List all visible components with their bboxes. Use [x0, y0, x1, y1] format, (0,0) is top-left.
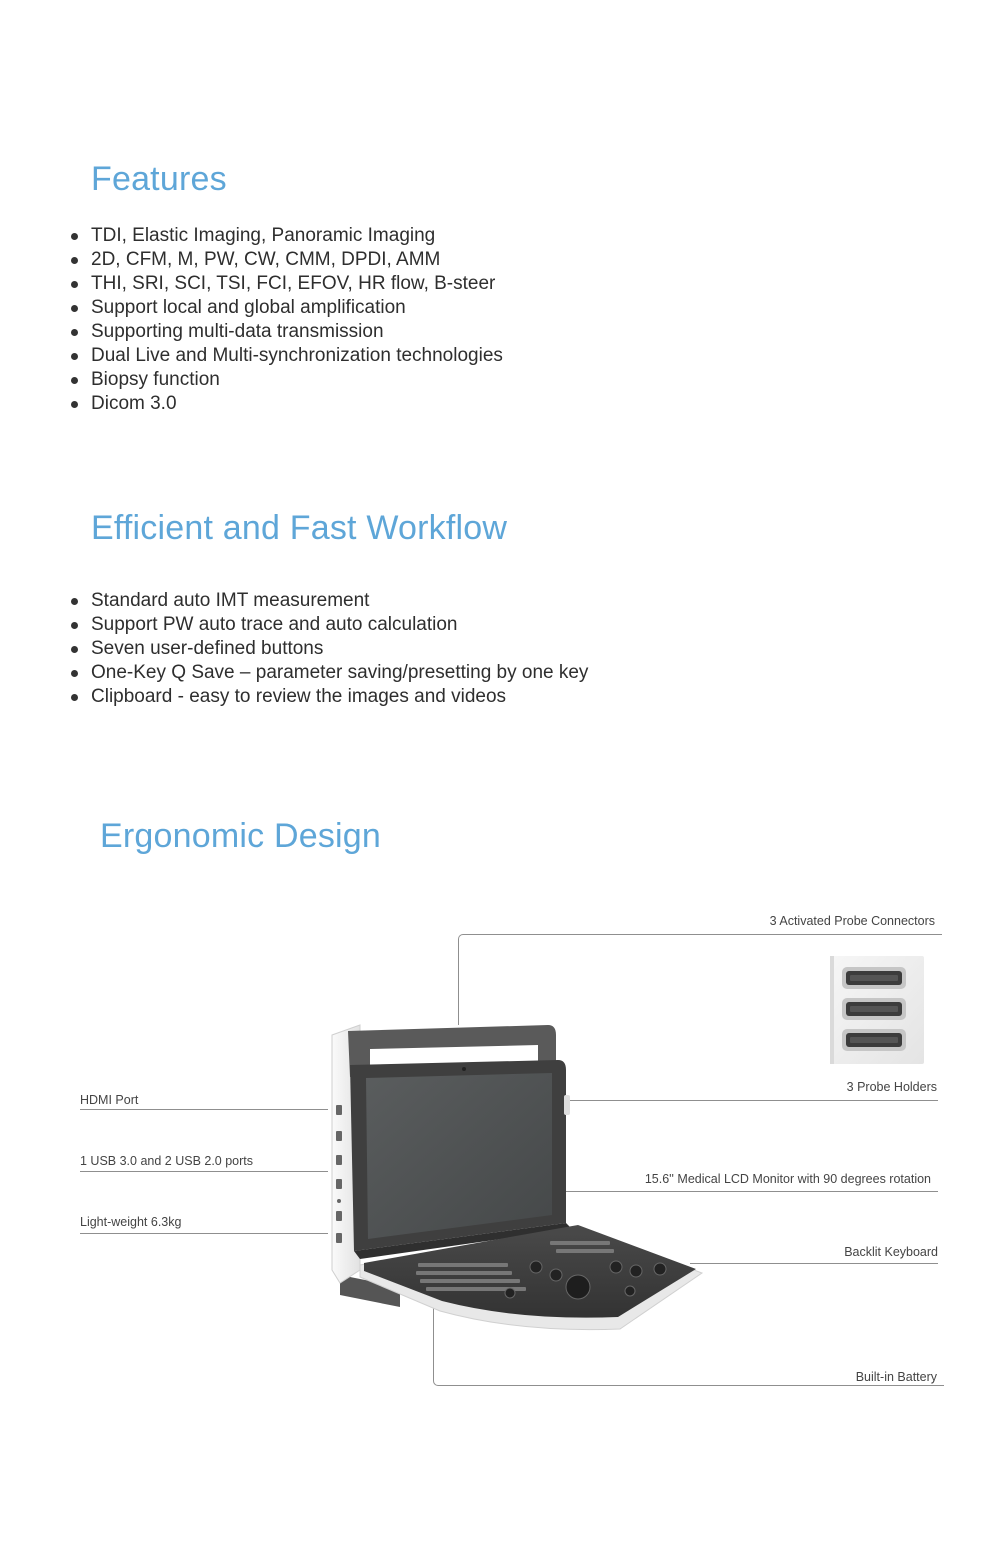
list-item: Support local and global amplification	[70, 296, 503, 320]
list-item: 2D, CFM, M, PW, CW, CMM, DPDI, AMM	[70, 248, 503, 272]
list-item: Supporting multi-data transmission	[70, 320, 503, 344]
probe-holders-label: 3 Probe Holders	[846, 1080, 937, 1094]
list-item: Dicom 3.0	[70, 392, 503, 416]
workflow-title: Efficient and Fast Workflow	[91, 509, 508, 547]
probe-connectors-image	[826, 950, 928, 1068]
ultrasound-device-image	[320, 1015, 710, 1345]
keyboard-leader	[690, 1263, 938, 1264]
battery-label: Built-in Battery	[855, 1370, 937, 1384]
monitor-label: 15.6'' Medical LCD Monitor with 90 degrees rotation	[644, 1172, 931, 1186]
list-item: Biopsy function	[70, 368, 503, 392]
list-item: TDI, Elastic Imaging, Panoramic Imaging	[70, 224, 503, 248]
weight-label: Light-weight 6.3kg	[80, 1215, 182, 1229]
list-item: Standard auto IMT measurement	[70, 589, 588, 613]
list-item: Seven user-defined buttons	[70, 637, 588, 661]
hdmi-label: HDMI Port	[80, 1093, 139, 1107]
list-item: Clipboard - easy to review the images and videos	[70, 685, 588, 709]
probe-connectors-label: 3 Activated Probe Connectors	[769, 914, 935, 928]
keyboard-label: Backlit Keyboard	[844, 1245, 938, 1259]
list-item: Dual Live and Multi-synchronization technologies	[70, 344, 503, 368]
ergonomic-title: Ergonomic Design	[100, 817, 381, 855]
list-item: THI, SRI, SCI, TSI, FCI, EFOV, HR flow, B-steer	[70, 272, 503, 296]
workflow-list	[70, 589, 588, 709]
features-title: Features	[91, 160, 227, 198]
features-list	[70, 224, 503, 416]
usb-label: 1 USB 3.0 and 2 USB 2.0 ports	[80, 1154, 254, 1168]
list-item: One-Key Q Save – parameter saving/presetting by one key	[70, 661, 588, 685]
weight-leader	[80, 1233, 328, 1234]
usb-leader	[80, 1171, 328, 1172]
list-item: Support PW auto trace and auto calculation	[70, 613, 588, 637]
hdmi-leader	[80, 1109, 328, 1110]
